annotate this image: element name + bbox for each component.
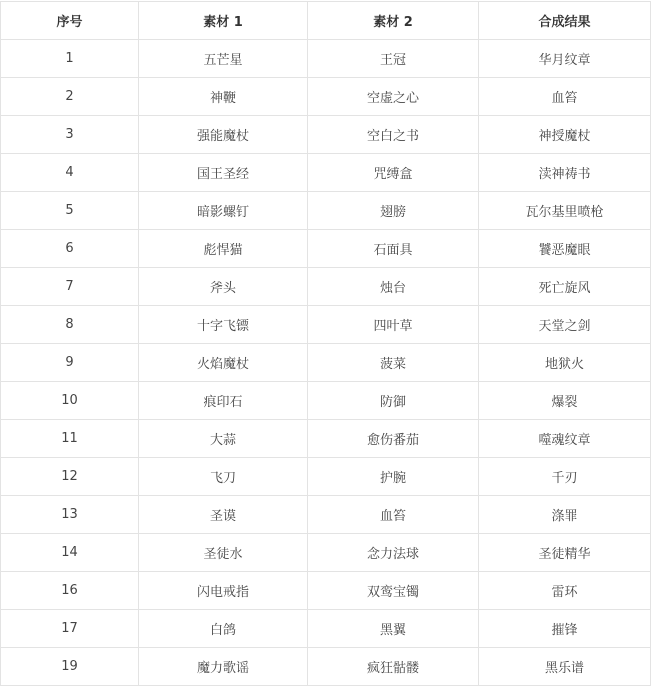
cell-material-2: 念力法球 [308, 534, 479, 572]
cell-result: 摧锋 [479, 610, 651, 648]
cell-index: 12 [1, 458, 139, 496]
synthesis-table [0, 1, 651, 686]
header-index: 序号 [1, 2, 139, 40]
table-row [1, 648, 651, 686]
cell-index: 13 [1, 496, 139, 534]
cell-result: 饕恶魔眼 [479, 230, 651, 268]
cell-index: 19 [1, 648, 139, 686]
cell-index: 7 [1, 268, 139, 306]
cell-material-2: 愈伤番茄 [308, 420, 479, 458]
cell-material-1: 圣谟 [139, 496, 308, 534]
cell-result: 涤罪 [479, 496, 651, 534]
cell-material-1: 火焰魔杖 [139, 344, 308, 382]
table-row [1, 116, 651, 154]
cell-result: 天堂之剑 [479, 306, 651, 344]
table-row [1, 572, 651, 610]
cell-result: 血笞 [479, 78, 651, 116]
cell-index: 1 [1, 40, 139, 78]
table-row [1, 458, 651, 496]
cell-material-1: 强能魔杖 [139, 116, 308, 154]
cell-index: 8 [1, 306, 139, 344]
cell-material-2: 疯狂骷髅 [308, 648, 479, 686]
cell-result: 渎神祷书 [479, 154, 651, 192]
cell-material-2: 空虚之心 [308, 78, 479, 116]
cell-index: 17 [1, 610, 139, 648]
cell-material-2: 菠菜 [308, 344, 479, 382]
cell-material-1: 痕印石 [139, 382, 308, 420]
cell-result: 圣徒精华 [479, 534, 651, 572]
table-row [1, 192, 651, 230]
cell-result: 华月纹章 [479, 40, 651, 78]
table-row [1, 420, 651, 458]
cell-material-2: 咒缚盒 [308, 154, 479, 192]
cell-index: 16 [1, 572, 139, 610]
cell-index: 14 [1, 534, 139, 572]
cell-material-2: 王冠 [308, 40, 479, 78]
cell-index: 10 [1, 382, 139, 420]
cell-result: 神授魔杖 [479, 116, 651, 154]
table-row [1, 344, 651, 382]
header-material-1: 素材 1 [139, 2, 308, 40]
cell-material-1: 闪电戒指 [139, 572, 308, 610]
cell-material-2: 护腕 [308, 458, 479, 496]
header-material-2: 素材 2 [308, 2, 479, 40]
table-row [1, 154, 651, 192]
table-body [1, 40, 651, 686]
table-row [1, 534, 651, 572]
cell-material-2: 石面具 [308, 230, 479, 268]
cell-material-1: 神鞭 [139, 78, 308, 116]
cell-material-1: 大蒜 [139, 420, 308, 458]
cell-index: 3 [1, 116, 139, 154]
cell-index: 6 [1, 230, 139, 268]
header-result: 合成结果 [479, 2, 651, 40]
table-row [1, 268, 651, 306]
table-row [1, 610, 651, 648]
table-header-row [1, 2, 651, 40]
cell-result: 千刃 [479, 458, 651, 496]
cell-material-1: 国王圣经 [139, 154, 308, 192]
cell-index: 4 [1, 154, 139, 192]
table-row [1, 382, 651, 420]
cell-result: 瓦尔基里喷枪 [479, 192, 651, 230]
cell-index: 9 [1, 344, 139, 382]
cell-material-2: 翅膀 [308, 192, 479, 230]
cell-material-2: 血笞 [308, 496, 479, 534]
cell-index: 5 [1, 192, 139, 230]
cell-result: 地狱火 [479, 344, 651, 382]
cell-material-2: 烛台 [308, 268, 479, 306]
cell-result: 死亡旋风 [479, 268, 651, 306]
table-row [1, 230, 651, 268]
cell-material-2: 空白之书 [308, 116, 479, 154]
cell-result: 黑乐谱 [479, 648, 651, 686]
cell-material-1: 斧头 [139, 268, 308, 306]
cell-material-1: 彪悍猫 [139, 230, 308, 268]
cell-result: 雷环 [479, 572, 651, 610]
cell-index: 11 [1, 420, 139, 458]
cell-result: 爆裂 [479, 382, 651, 420]
cell-material-2: 双鸾宝镯 [308, 572, 479, 610]
cell-material-1: 圣徒水 [139, 534, 308, 572]
cell-material-1: 白鸽 [139, 610, 308, 648]
cell-material-2: 防御 [308, 382, 479, 420]
cell-material-2: 黑翼 [308, 610, 479, 648]
cell-material-1: 十字飞镖 [139, 306, 308, 344]
cell-material-1: 暗影螺钉 [139, 192, 308, 230]
table-row [1, 496, 651, 534]
table-row [1, 306, 651, 344]
table-row [1, 40, 651, 78]
cell-result: 噬魂纹章 [479, 420, 651, 458]
cell-material-1: 飞刀 [139, 458, 308, 496]
cell-material-1: 五芒星 [139, 40, 308, 78]
table-row [1, 78, 651, 116]
cell-index: 2 [1, 78, 139, 116]
cell-material-2: 四叶草 [308, 306, 479, 344]
cell-material-1: 魔力歌谣 [139, 648, 308, 686]
